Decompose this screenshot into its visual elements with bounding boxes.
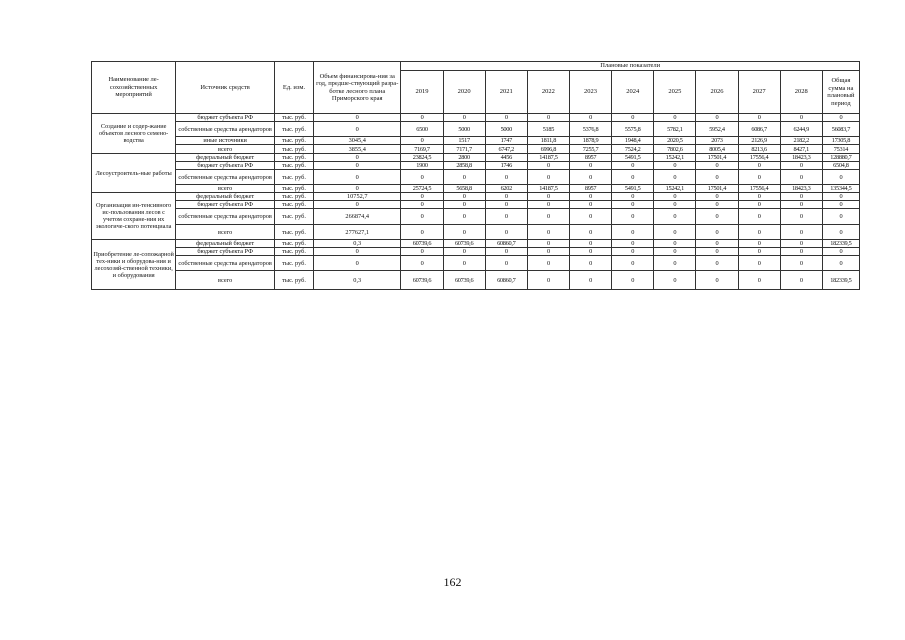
year-value-cell: 1811,8: [527, 137, 569, 145]
source-cell: собственные средства арендаторов: [176, 209, 275, 225]
unit-cell: тыс. руб.: [274, 154, 313, 162]
table-row: [92, 185, 860, 193]
year-value-cell: 0: [696, 114, 738, 122]
year-value-cell: 0: [654, 209, 696, 225]
year-value-cell: 15242,1: [654, 185, 696, 193]
year-value-cell: 0: [443, 256, 485, 271]
unit-cell: тыс. руб.: [274, 209, 313, 225]
year-value-cell: 0: [569, 240, 611, 248]
source-cell: всего: [176, 145, 275, 154]
year-value-cell: 0: [612, 114, 654, 122]
year-value-cell: 0: [612, 162, 654, 170]
unit-cell: тыс. руб.: [274, 185, 313, 193]
year-value-cell: 1948,4: [612, 137, 654, 145]
year-value-cell: 5782,1: [654, 122, 696, 137]
table-row: [92, 240, 860, 248]
year-value-cell: 2858,8: [443, 162, 485, 170]
year-value-cell: 0: [654, 162, 696, 170]
table-row: [92, 137, 860, 145]
unit-cell: тыс. руб.: [274, 240, 313, 248]
year-value-cell: 6500: [401, 122, 443, 137]
source-cell: собственные средства арендаторов: [176, 170, 275, 185]
year-value-cell: 0: [738, 162, 780, 170]
header-year-2020: 2020: [443, 71, 485, 114]
total-value-cell: 0: [822, 209, 859, 225]
year-value-cell: 60739,6: [443, 240, 485, 248]
header-year-2019: 2019: [401, 71, 443, 114]
year-value-cell: 0: [485, 201, 527, 209]
year-value-cell: 0: [780, 225, 822, 240]
year-value-cell: 0: [485, 193, 527, 201]
total-value-cell: 182339,5: [822, 271, 859, 290]
year-value-cell: 0: [612, 201, 654, 209]
source-cell: бюджет субъекта РФ: [176, 162, 275, 170]
year-value-cell: 18423,3: [780, 185, 822, 193]
source-cell: всего: [176, 225, 275, 240]
year-value-cell: 0: [738, 193, 780, 201]
header-volume: Объем финансирова-ния за год, предше-ствующий разра-ботке лесного плана Приморского края: [314, 62, 401, 114]
year-value-cell: 0: [485, 114, 527, 122]
year-value-cell: 0: [569, 193, 611, 201]
year-value-cell: 5000: [443, 122, 485, 137]
table-row: [92, 256, 860, 271]
year-value-cell: 0: [612, 271, 654, 290]
year-value-cell: 1878,9: [569, 137, 611, 145]
year-value-cell: 0: [654, 271, 696, 290]
source-cell: собственные средства арендаторов: [176, 256, 275, 271]
year-value-cell: 7255,7: [569, 145, 611, 154]
year-value-cell: 6202: [485, 185, 527, 193]
year-value-cell: 0: [738, 271, 780, 290]
year-value-cell: 5952,4: [696, 122, 738, 137]
year-value-cell: 8957: [569, 185, 611, 193]
year-value-cell: 8213,6: [738, 145, 780, 154]
year-value-cell: 0: [527, 162, 569, 170]
year-value-cell: 60739,6: [401, 240, 443, 248]
table-row: [92, 170, 860, 185]
year-value-cell: 0: [738, 170, 780, 185]
year-value-cell: 0: [401, 248, 443, 256]
year-value-cell: 0: [569, 271, 611, 290]
source-cell: бюджет субъекта РФ: [176, 248, 275, 256]
year-value-cell: 23824,5: [401, 154, 443, 162]
year-value-cell: 0: [569, 114, 611, 122]
year-value-cell: 0: [780, 256, 822, 271]
activity-name: Лесоустроитель-ные работы: [92, 154, 176, 193]
total-value-cell: 135344,5: [822, 185, 859, 193]
header-planned: Плановые показатели: [401, 62, 860, 71]
year-value-cell: 6747,2: [485, 145, 527, 154]
header-year-2028: 2028: [780, 71, 822, 114]
year-value-cell: 0: [527, 170, 569, 185]
year-value-cell: 1746: [485, 162, 527, 170]
year-value-cell: 0: [527, 225, 569, 240]
total-value-cell: 0: [822, 248, 859, 256]
year-value-cell: 0: [654, 248, 696, 256]
source-cell: бюджет субъекта РФ: [176, 201, 275, 209]
year-value-cell: 0: [654, 193, 696, 201]
year-value-cell: 0: [780, 209, 822, 225]
year-value-cell: 0: [612, 170, 654, 185]
total-value-cell: 6504,8: [822, 162, 859, 170]
year-value-cell: 2073: [696, 137, 738, 145]
year-value-cell: 18423,3: [780, 154, 822, 162]
total-value-cell: 56083,7: [822, 122, 859, 137]
year-value-cell: 0: [401, 170, 443, 185]
activity-name: Создание и содер-жание объектов лесного семено-водства: [92, 114, 176, 154]
year-value-cell: 0: [780, 248, 822, 256]
year-value-cell: 0: [443, 114, 485, 122]
year-value-cell: 0: [443, 170, 485, 185]
year-value-cell: 0: [654, 225, 696, 240]
year-value-cell: 8427,1: [780, 145, 822, 154]
year-value-cell: 8957: [569, 154, 611, 162]
year-value-cell: 0: [738, 248, 780, 256]
source-cell: бюджет субъекта РФ: [176, 114, 275, 122]
header-unit: Ед. изм.: [274, 62, 313, 114]
year-value-cell: 0: [527, 201, 569, 209]
year-value-cell: 0: [780, 271, 822, 290]
year-value-cell: 6244,9: [780, 122, 822, 137]
unit-cell: тыс. руб.: [274, 170, 313, 185]
year-value-cell: 0: [738, 209, 780, 225]
year-value-cell: 0: [654, 256, 696, 271]
year-value-cell: 0: [527, 248, 569, 256]
header-source: Источник средств: [176, 62, 275, 114]
year-value-cell: 0: [401, 256, 443, 271]
year-value-cell: 0: [654, 201, 696, 209]
year-value-cell: 0: [738, 225, 780, 240]
year-value-cell: 7802,6: [654, 145, 696, 154]
year-value-cell: 7171,7: [443, 145, 485, 154]
year-value-cell: 0: [780, 201, 822, 209]
year-value-cell: 15242,1: [654, 154, 696, 162]
total-value-cell: 0: [822, 225, 859, 240]
volume-cell: 0: [314, 256, 401, 271]
volume-cell: 3855,4: [314, 145, 401, 154]
year-value-cell: 0: [443, 209, 485, 225]
header-total: Общая сумма на плановый период: [822, 71, 859, 114]
year-value-cell: 0: [401, 193, 443, 201]
header-year-2022: 2022: [527, 71, 569, 114]
header-year-2021: 2021: [485, 71, 527, 114]
activity-name: Приобретение ле-сопожарной тех-ники и оборудова-ния и лесохозяй-ственной техники, и оборудования: [92, 240, 176, 290]
total-value-cell: 0: [822, 193, 859, 201]
year-value-cell: 0: [696, 271, 738, 290]
year-value-cell: 0: [443, 225, 485, 240]
volume-cell: 10752,7: [314, 193, 401, 201]
year-value-cell: 2126,9: [738, 137, 780, 145]
year-value-cell: 2800: [443, 154, 485, 162]
year-value-cell: 17501,4: [696, 185, 738, 193]
year-value-cell: 0: [696, 256, 738, 271]
year-value-cell: 0: [569, 248, 611, 256]
volume-cell: 0: [314, 122, 401, 137]
year-value-cell: 0: [780, 170, 822, 185]
year-value-cell: 7169,7: [401, 145, 443, 154]
total-value-cell: 17305,8: [822, 137, 859, 145]
volume-cell: 0: [314, 154, 401, 162]
year-value-cell: 0: [527, 271, 569, 290]
volume-cell: 0: [314, 114, 401, 122]
year-value-cell: 60860,7: [485, 240, 527, 248]
year-value-cell: 0: [485, 209, 527, 225]
year-value-cell: 0: [401, 209, 443, 225]
total-value-cell: 75314: [822, 145, 859, 154]
year-value-cell: 0: [569, 162, 611, 170]
activity-name: Организация ин-тенсивного ис-пользования лесов с учетом сохране-ния их экологиче-ского потенциала: [92, 193, 176, 240]
year-value-cell: 0: [443, 248, 485, 256]
year-value-cell: 0: [612, 240, 654, 248]
year-value-cell: 0: [738, 256, 780, 271]
year-value-cell: 0: [485, 170, 527, 185]
header-year-2025: 2025: [654, 71, 696, 114]
volume-cell: 277627,1: [314, 225, 401, 240]
volume-cell: 0: [314, 248, 401, 256]
year-value-cell: 2182,2: [780, 137, 822, 145]
year-value-cell: 0: [527, 209, 569, 225]
total-value-cell: 128880,7: [822, 154, 859, 162]
year-value-cell: 0: [780, 114, 822, 122]
year-value-cell: 60739,6: [443, 271, 485, 290]
year-value-cell: 5491,5: [612, 185, 654, 193]
year-value-cell: 0: [654, 114, 696, 122]
year-value-cell: 0: [485, 225, 527, 240]
year-value-cell: 0: [485, 248, 527, 256]
header-year-2023: 2023: [569, 71, 611, 114]
table-row: [92, 209, 860, 225]
source-cell: федеральный бюджет: [176, 240, 275, 248]
year-value-cell: 14187,5: [527, 185, 569, 193]
year-value-cell: 60739,6: [401, 271, 443, 290]
year-value-cell: 0: [527, 114, 569, 122]
year-value-cell: 0: [569, 201, 611, 209]
year-value-cell: 60860,7: [485, 271, 527, 290]
year-value-cell: 0: [612, 248, 654, 256]
year-value-cell: 0: [485, 256, 527, 271]
year-value-cell: 17556,4: [738, 154, 780, 162]
year-value-cell: 0: [443, 193, 485, 201]
volume-cell: 0: [314, 170, 401, 185]
year-value-cell: 0: [401, 137, 443, 145]
page-number: 162: [443, 575, 462, 589]
year-value-cell: 0: [738, 240, 780, 248]
year-value-cell: 4456: [485, 154, 527, 162]
year-value-cell: 6086,7: [738, 122, 780, 137]
unit-cell: тыс. руб.: [274, 193, 313, 201]
total-value-cell: 0: [822, 256, 859, 271]
table-row: [92, 271, 860, 290]
year-value-cell: 0: [527, 256, 569, 271]
source-cell: иные источники: [176, 137, 275, 145]
year-value-cell: 7524,2: [612, 145, 654, 154]
year-value-cell: 1900: [401, 162, 443, 170]
table-row: [92, 201, 860, 209]
year-value-cell: 1517: [443, 137, 485, 145]
year-value-cell: 5185: [527, 122, 569, 137]
header-year-2024: 2024: [612, 71, 654, 114]
year-value-cell: 14187,5: [527, 154, 569, 162]
year-value-cell: 0: [569, 225, 611, 240]
year-value-cell: 0: [696, 162, 738, 170]
year-value-cell: 6996,8: [527, 145, 569, 154]
table-row: [92, 162, 860, 170]
volume-cell: 0: [314, 185, 401, 193]
year-value-cell: 5376,8: [569, 122, 611, 137]
table-row: [92, 122, 860, 137]
financing-table: [91, 61, 860, 290]
unit-cell: тыс. руб.: [274, 256, 313, 271]
year-value-cell: 0: [401, 114, 443, 122]
year-value-cell: 0: [527, 240, 569, 248]
year-value-cell: 5575,8: [612, 122, 654, 137]
unit-cell: тыс. руб.: [274, 271, 313, 290]
year-value-cell: 17556,4: [738, 185, 780, 193]
total-value-cell: 182339,5: [822, 240, 859, 248]
year-value-cell: 0: [780, 240, 822, 248]
table-row: [92, 193, 860, 201]
year-value-cell: 0: [780, 162, 822, 170]
year-value-cell: 0: [696, 225, 738, 240]
year-value-cell: 0: [569, 209, 611, 225]
table-row: [92, 154, 860, 162]
volume-cell: 266874,4: [314, 209, 401, 225]
unit-cell: тыс. руб.: [274, 225, 313, 240]
unit-cell: тыс. руб.: [274, 145, 313, 154]
year-value-cell: 5658,8: [443, 185, 485, 193]
year-value-cell: 1747: [485, 137, 527, 145]
unit-cell: тыс. руб.: [274, 137, 313, 145]
year-value-cell: 0: [443, 201, 485, 209]
year-value-cell: 0: [612, 193, 654, 201]
total-value-cell: 0: [822, 114, 859, 122]
unit-cell: тыс. руб.: [274, 114, 313, 122]
year-value-cell: 5000: [485, 122, 527, 137]
year-value-cell: 0: [654, 170, 696, 185]
year-value-cell: 5491,5: [612, 154, 654, 162]
year-value-cell: 17501,4: [696, 154, 738, 162]
volume-cell: 0,3: [314, 271, 401, 290]
source-cell: собственные средства арендаторов: [176, 122, 275, 137]
year-value-cell: 0: [696, 170, 738, 185]
year-value-cell: 0: [780, 193, 822, 201]
year-value-cell: 0: [401, 225, 443, 240]
year-value-cell: 0: [612, 225, 654, 240]
header-year-2027: 2027: [738, 71, 780, 114]
year-value-cell: 0: [738, 201, 780, 209]
year-value-cell: 0: [401, 201, 443, 209]
year-value-cell: 0: [527, 193, 569, 201]
year-value-cell: 0: [696, 209, 738, 225]
year-value-cell: 0: [696, 193, 738, 201]
year-value-cell: 0: [612, 209, 654, 225]
header-year-2026: 2026: [696, 71, 738, 114]
year-value-cell: 25724,5: [401, 185, 443, 193]
year-value-cell: 0: [654, 240, 696, 248]
year-value-cell: 0: [696, 201, 738, 209]
unit-cell: тыс. руб.: [274, 248, 313, 256]
year-value-cell: 0: [612, 256, 654, 271]
table-row: [92, 114, 860, 122]
total-value-cell: 0: [822, 170, 859, 185]
volume-cell: 3045,4: [314, 137, 401, 145]
year-value-cell: 8005,4: [696, 145, 738, 154]
source-cell: федеральный бюджет: [176, 193, 275, 201]
source-cell: всего: [176, 185, 275, 193]
table-row: [92, 225, 860, 240]
table-row: [92, 248, 860, 256]
source-cell: всего: [176, 271, 275, 290]
year-value-cell: 0: [738, 114, 780, 122]
volume-cell: 0: [314, 201, 401, 209]
unit-cell: тыс. руб.: [274, 201, 313, 209]
year-value-cell: 2020,5: [654, 137, 696, 145]
volume-cell: 0,3: [314, 240, 401, 248]
total-value-cell: 0: [822, 201, 859, 209]
year-value-cell: 0: [696, 248, 738, 256]
table-row: [92, 145, 860, 154]
unit-cell: тыс. руб.: [274, 162, 313, 170]
year-value-cell: 0: [696, 240, 738, 248]
source-cell: федеральный бюджет: [176, 154, 275, 162]
unit-cell: тыс. руб.: [274, 122, 313, 137]
year-value-cell: 0: [569, 170, 611, 185]
volume-cell: 0: [314, 162, 401, 170]
year-value-cell: 0: [569, 256, 611, 271]
header-activity: Наименование ле-сохозяйственных мероприятий: [92, 62, 176, 114]
